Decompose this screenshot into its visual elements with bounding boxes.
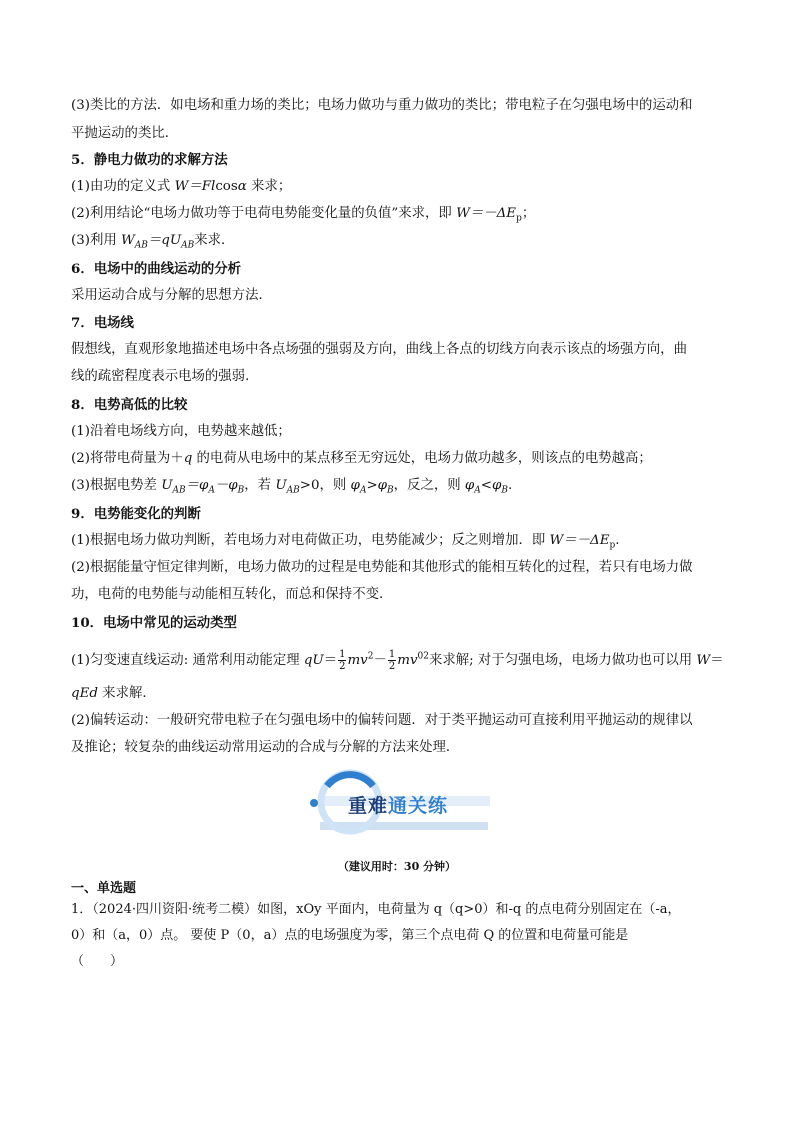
paragraph-line: (3)利用 $W_{AB}=qU_{AB}$来求．	[71, 233, 235, 251]
paragraph-line: 功，电荷的电势能与动能相互转化，而总和保持不变．	[71, 587, 393, 602]
section-heading-9: 9．电势能变化的判断	[71, 506, 201, 522]
question-1-line: 0）和（a，0）点。 要使 P（0，a）点的电场强度为零，第三个点电荷 Q 的位置和电荷量可能是	[71, 928, 629, 943]
paragraph-line: (2)根据能量守恒定律判断，电场力做功的过程是电势能和其他形式的能相互转化的过程，若只有电场力做	[71, 560, 693, 575]
fraction-one-half: $\frac{1}{2}$	[388, 649, 396, 672]
paragraph-line: (3)根据电势差 $U_{AB}=\varphi_A-\varphi_B$，若 $U_{AB}>0$，则 $\varphi_A>\varphi_B$，反之，则 $\varphi_A<\varphi_B$.	[71, 478, 513, 496]
section-heading-7: 7．电场线	[71, 315, 134, 331]
banner-title: 重难通关练	[348, 795, 449, 817]
paragraph-line: 及推论；较复杂的曲线运动常用运动的合成与分解的方法来处理．	[71, 740, 460, 755]
paragraph-line: (2)将带电荷量为＋q 的电荷从电场中的某点移至无穷远处，电场力做功越多，则该点的电势越高；	[71, 451, 652, 466]
fraction-one-half: $\frac{1}{2}$	[339, 649, 346, 672]
section-heading-8: 8．电势高低的比较	[71, 397, 188, 413]
question-1-answer-blank: （ ）	[71, 954, 124, 969]
paragraph-line: qEd 来求解．	[71, 686, 156, 701]
paragraph-line: 线的疏密程度表示电场的强弱．	[71, 369, 259, 384]
section-heading-6: 6．电场中的曲线运动的分析	[71, 261, 242, 277]
paragraph-line: (1)沿着电场线方向，电势越来越低；	[71, 424, 291, 439]
paragraph-line: (1)由功的定义式 W＝Flcosα 来求；	[71, 179, 292, 194]
paragraph-line: (3)类比的方法．如电场和重力场的类比；电场力做功与重力做功的类比；带电粒子在匀强电场中的运动和	[71, 98, 693, 113]
section-heading-5: 5．静电力做功的求解方法	[71, 152, 228, 168]
paragraph-line: (1)根据电场力做功判断，若电场力对电荷做正功，电势能减少；反之则增加．即 $W=-\Delta E_p$.	[71, 533, 620, 551]
paragraph-line: (2)利用结论“电场力做功等于电荷电势能变化量的负值”来求，即 $W=-\Delta E_p$；	[71, 206, 536, 224]
paragraph-line: (2)偏转运动：一般研究带电粒子在匀强电场中的偏转问题．对于类平抛运动可直接利用平抛运动的规律以	[71, 713, 693, 728]
section-banner	[300, 766, 500, 838]
paragraph-line: 采用运动合成与分解的思想方法．	[71, 288, 272, 303]
question-1-line: 1．（2024·四川资阳·统考二模）如图，xOy 平面内，电荷量为 q（q>0）和-q 的点电荷分别固定在（-a，	[71, 902, 681, 917]
paragraph-line: 平抛运动的类比．	[71, 126, 179, 141]
suggested-time: （建议用时：30 分钟）	[337, 860, 457, 873]
paragraph-line: (1)匀变速直线运动: 通常利用动能定理 qU＝ $\frac{1}{2}$ $mv^2-$ $\frac{1}{2}$ $mv^{02}$来求解; 对于匀强电场，电场力做功也可以用 W＝	[71, 649, 724, 672]
section-heading-single-choice: 一、单选题	[71, 881, 137, 896]
section-heading-10: 10．电场中常见的运动类型	[71, 615, 237, 631]
paragraph-line: 假想线，直观形象地描述电场中各点场强的强弱及方向，曲线上各点的切线方向表示该点的场强方向，曲	[71, 342, 687, 357]
